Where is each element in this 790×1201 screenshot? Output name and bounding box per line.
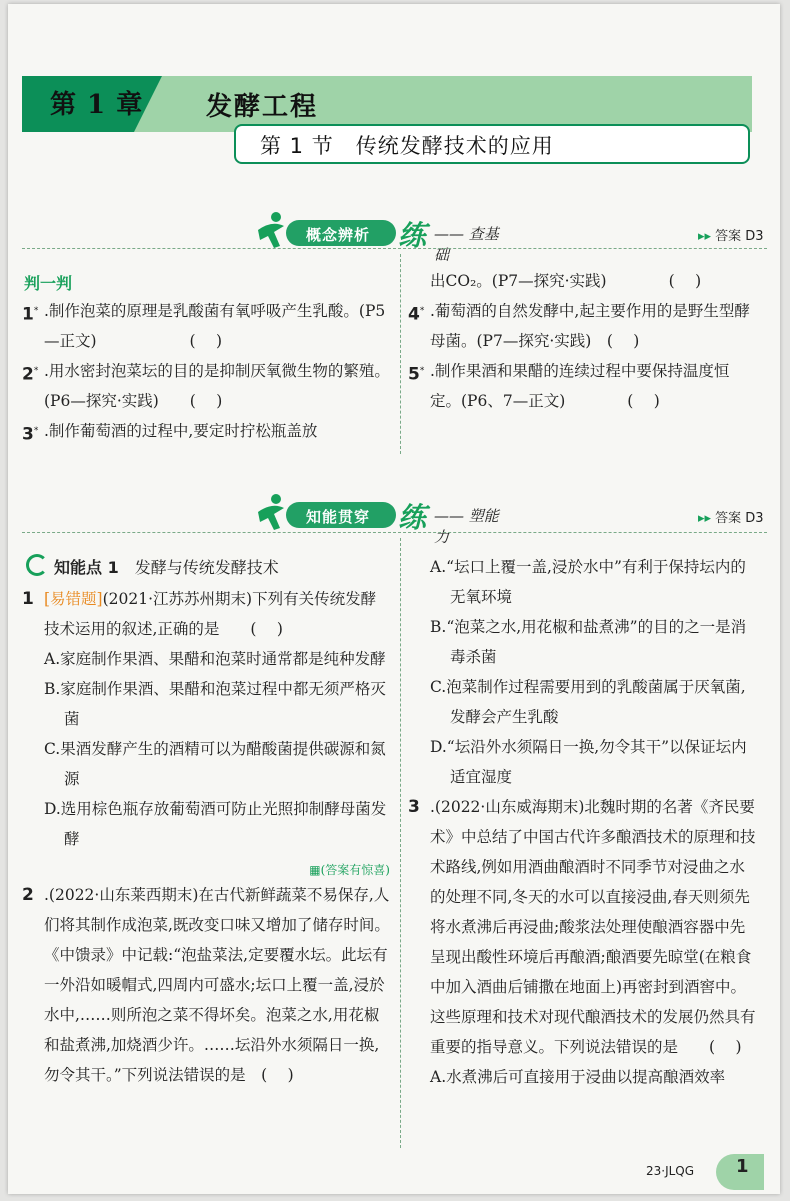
- bleed-through-text: [8, 4, 780, 64]
- question-stem: .(2022·山东莱西期末)在古代新鲜蔬菜不易保存,人们将其制作成泡菜,既改变口味又增加了储存时间。《中馈录》中记载:“泡盐菜法,定要覆水坛。此坛有一外沿如暖帽式,四周内可盛水;坛口上覆一盖,浸於水中,……则所泡之菜不得坏矣。泡菜之水,用花椒和盐煮沸,加烧酒少许。……坛沿外水须隔日一换,勿令其干。”下列说法错误的是 ( ): [44, 886, 390, 1084]
- option-a: A.家庭制作果酒、果醋和泡菜时通常都是纯种发酵: [44, 650, 386, 668]
- item-number: 5: [408, 364, 420, 385]
- practice-banner-concept: [248, 216, 508, 264]
- judge-item-continued: [408, 266, 760, 296]
- item-number: 1: [22, 304, 34, 325]
- option-a: A.水煮沸后可直接用于浸曲以提高酿酒效率: [430, 1068, 726, 1086]
- banner-label: 知能贯穿: [306, 508, 371, 526]
- question-1-options: [22, 644, 390, 854]
- knowledge-point-label: 知能点 1: [54, 558, 119, 577]
- judge-heading: 判一判: [24, 274, 73, 293]
- option-d: D.选用棕色瓶存放葡萄酒可防止光照抑制酵母菌发酵: [44, 800, 387, 848]
- question-stem: .(2022·山东威海期末)北魏时期的名著《齐民要术》中总结了中国古代许多酿酒技术的原理和技术路线,例如用酒曲酿酒时不同季节对浸曲之水的处理不同,冬天的水可以直接浸曲,春天则须先将水煮沸后再浸曲;酸浆法处理使酿酒容器中先呈现出酸性环境后再酿酒;酿酒要先晾堂(在粮食中加入酒曲后铺撒在地面上)再密封到酒窖中。这些原理和技术对现代酿酒技术的发展仍然具有重要的指导意义。下列说法错误的是 ( ): [430, 798, 756, 1056]
- arrow-icon: ▸▸: [698, 229, 712, 244]
- judge-item: 3* .制作葡萄酒的过程中,要定时拧松瓶盖放: [22, 422, 318, 445]
- question-number: 1: [22, 589, 34, 609]
- judge-right-column: [408, 266, 760, 416]
- answer-hint: (答案有惊喜): [320, 863, 390, 877]
- practice-banner-ability: [248, 498, 508, 546]
- item-text: .用水密封泡菜坛的目的是抑制厌氧微生物的繁殖。(P6—探究·实践) ( ): [44, 362, 390, 410]
- questions-right-column: [408, 552, 760, 1092]
- item-text: .制作泡菜的原理是乳酸菌有氧呼吸产生乳酸。(P5—正文) ( ): [44, 302, 386, 350]
- question-stem: (2021·江苏苏州期末)下列有关传统发酵技术运用的叙述,正确的是 ( ): [44, 590, 377, 638]
- book-icon: ▦: [309, 863, 321, 877]
- divider: [22, 248, 767, 249]
- question-number: 2: [22, 885, 34, 905]
- arrow-icon: ▸▸: [698, 511, 712, 526]
- answer-ref-1: [698, 225, 763, 244]
- judge-left-column: [22, 296, 390, 446]
- question-2-options: [408, 552, 760, 792]
- answer-ref-text: 答案 D3: [715, 511, 764, 526]
- judge-item: 1* .制作泡菜的原理是乳酸菌有氧呼吸产生乳酸。(P5—正文) ( ): [22, 302, 386, 350]
- difficulty-tag: [易错题]: [44, 590, 103, 608]
- question-number: 3: [408, 797, 420, 817]
- banner-lian: 练: [398, 219, 427, 252]
- option-b: B.“泡菜之水,用花椒和盐煮沸”的目的之一是消毒杀菌: [430, 618, 747, 666]
- judge-item: 5* .制作果酒和果醋的连续过程中要保持温度恒定。(P6、7—正文) ( ): [408, 362, 730, 410]
- question-3: [408, 792, 760, 1062]
- divider: [22, 532, 767, 533]
- question-1: [22, 584, 390, 644]
- column-divider: [400, 538, 401, 1148]
- item-text: .制作葡萄酒的过程中,要定时拧松瓶盖放: [44, 422, 318, 440]
- page-number: 1: [736, 1156, 749, 1177]
- option-c: C.果酒发酵产生的酒精可以为醋酸菌提供碳源和氮源: [44, 740, 386, 788]
- banner-label: 概念辨析: [306, 226, 371, 244]
- chapter-number: 第 1 章: [50, 90, 144, 120]
- option-b: B.家庭制作果酒、果醋和泡菜过程中都无须严格灭菌: [44, 680, 386, 728]
- chapter-title: 发酵工程: [206, 92, 319, 122]
- banner-subtitle: —— 塑能力: [434, 507, 499, 546]
- questions-left-column: [22, 584, 390, 1090]
- question-2: [22, 880, 390, 1090]
- item-number: 2: [22, 364, 34, 385]
- option-d: D.“坛沿外水须隔日一换,勿令其干”以保证坛内适宜湿度: [430, 738, 747, 786]
- option-a: A.“坛口上覆一盖,浸於水中”有利于保持坛内的无氧环境: [430, 558, 746, 606]
- circle-c-icon: [26, 554, 48, 576]
- answer-ref-2: [698, 507, 763, 526]
- running-figure-icon: [254, 210, 290, 250]
- running-figure-icon: [254, 492, 290, 532]
- knowledge-point-heading: [26, 554, 279, 578]
- item-number: 4: [408, 304, 420, 325]
- judge-item: 4* .葡萄酒的自然发酵中,起主要作用的是野生型酵母菌。(P7—探究·实践) ( ): [408, 302, 750, 350]
- item-text: .葡萄酒的自然发酵中,起主要作用的是野生型酵母菌。(P7—探究·实践) ( ): [430, 302, 750, 350]
- item-number: 3: [22, 424, 34, 445]
- book-code: 23·JLQG: [646, 1164, 695, 1178]
- column-divider: [400, 254, 401, 454]
- item-text: 出CO₂。(P7—探究·实践) ( ): [430, 272, 702, 290]
- banner-subtitle: —— 查基础: [434, 225, 499, 264]
- option-c: C.泡菜制作过程需要用到的乳酸菌属于厌氧菌,发酵会产生乳酸: [430, 678, 746, 726]
- banner-lian: 练: [398, 501, 427, 534]
- textbook-page: [8, 4, 780, 1194]
- knowledge-point-title: 发酵与传统发酵技术: [134, 558, 279, 577]
- section-title: 第 1 节 传统发酵技术的应用: [260, 134, 554, 158]
- judge-item: 2* .用水密封泡菜坛的目的是抑制厌氧微生物的繁殖。(P6—探究·实践) ( ): [22, 362, 390, 410]
- item-text: .制作果酒和果醋的连续过程中要保持温度恒定。(P6、7—正文) ( ): [430, 362, 730, 410]
- question-3-options: [408, 1062, 760, 1092]
- answer-ref-text: 答案 D3: [715, 229, 764, 244]
